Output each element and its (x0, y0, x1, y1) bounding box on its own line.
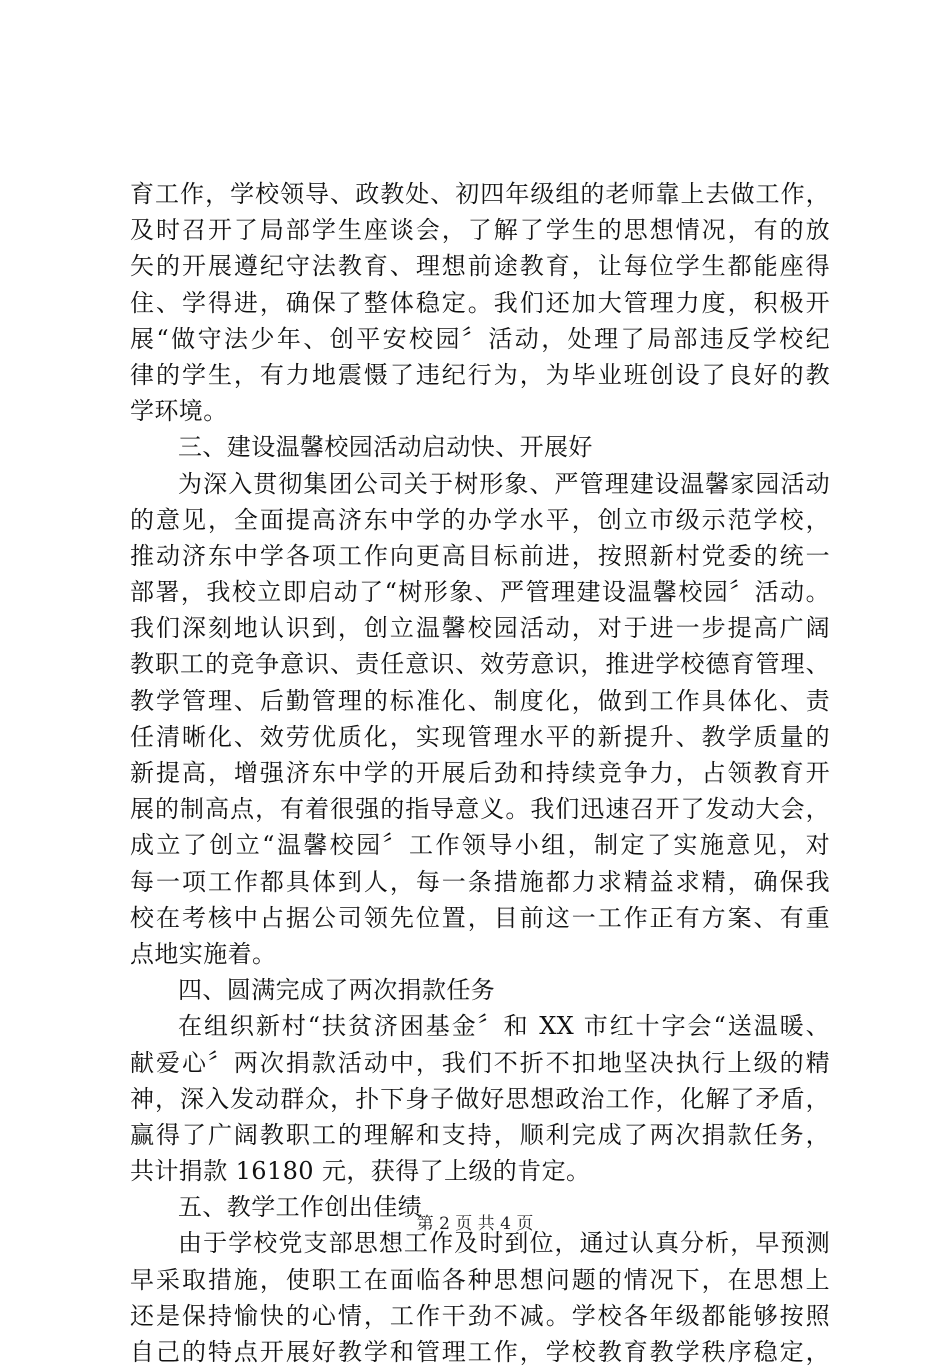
text-line: 矢的开展遵纪守法教育、理想前途教育，让每位学生都能座得 (130, 252, 830, 281)
text-line: 成立了创立“温馨校园〞工作领导小组，制定了实施意见，对 (130, 831, 830, 860)
text-line: 五、教学工作创出佳绩 (178, 1193, 422, 1222)
text-line: 神，深入发动群众，扑下身子做好思想政治工作，化解了矛盾， (130, 1084, 830, 1113)
document-body (130, 176, 830, 1370)
text-line: 教学管理、后勤管理的标准化、制度化，做到工作具体化、责 (130, 686, 830, 715)
text-line: 推动济东中学各项工作向更高目标前进，按照新村党委的统一 (130, 541, 830, 570)
text-line: 赢得了广阔教职工的理解和支持，顺利完成了两次捐款任务， (130, 1120, 830, 1149)
text-line: 展的制高点，有着很强的指导意义。我们迅速召开了发动大会， (130, 795, 830, 824)
text-line: 部署，我校立即启动了“树形象、严管理建设温馨校园〞活动。 (130, 578, 830, 607)
text-line: 教职工的竞争意识、责任意识、效劳意识，推进学校德育管理、 (130, 650, 830, 679)
text-line: 每一项工作都具体到人，每一条措施都力求精益求精，确保我 (130, 867, 830, 896)
text-line: 及时召开了局部学生座谈会，了解了学生的思想情况，有的放 (130, 216, 830, 245)
text-line: 我们深刻地认识到，创立温馨校园活动，对于进一步提高广阔 (130, 614, 830, 643)
page-footer: 第 2 页 共 4 页 (416, 1214, 534, 1234)
text-line: 育工作，学校领导、政教处、初四年级组的老师靠上去做工作， (130, 180, 830, 208)
text-line: 为深入贯彻集团公司关于树形象、严管理建设温馨家园活动 (178, 469, 830, 498)
text-line: 献爱心〞两次捐款活动中，我们不折不扣地坚决执行上级的精 (130, 1048, 830, 1077)
text-line: 住、学得进，确保了整体稳定。我们还加大管理力度，积极开 (130, 288, 830, 317)
text-line: 在组织新村“扶贫济困基金〞和 XX 市红十字会“送温暖、 (178, 1012, 830, 1041)
text-line: 任清晰化、效劳优质化，实现管理水平的新提升、教学质量的 (130, 722, 830, 751)
text-line: 三、建设温馨校园活动启动快、开展好 (178, 433, 593, 462)
text-line: 学环境。 (130, 397, 228, 426)
text-line: 四、圆满完成了两次捐款任务 (178, 976, 496, 1005)
text-line: 自己的特点开展好教学和管理工作，学校教育教学秩序稳定， (130, 1338, 830, 1366)
text-line: 展“做守法少年、创平安校园〞活动，处理了局部违反学校纪 (130, 324, 830, 353)
text-line: 点地实施着。 (130, 939, 277, 968)
text-line: 还是保持愉快的心情，工作干劲不减。学校各年级都能够按照 (130, 1301, 830, 1330)
text-line: 共计捐款 16180 元，获得了上级的肯定。 (130, 1157, 591, 1186)
text-line: 的意见，全面提高济东中学的办学水平，创立市级示范学校， (130, 505, 830, 534)
text-line: 律的学生，有力地震慑了违纪行为，为毕业班创设了良好的教 (130, 360, 830, 389)
text-line: 校在考核中占据公司领先位置，目前这一工作正有方案、有重 (130, 903, 830, 932)
text-line: 新提高，增强济东中学的开展后劲和持续竞争力，占领教育开 (130, 759, 830, 787)
text-line: 早采取措施，使职工在面临各种思想问题的情况下，在思想上 (130, 1265, 830, 1294)
text-line: 由于学校党支部思想工作及时到位，通过认真分析，早预测 (178, 1229, 830, 1258)
